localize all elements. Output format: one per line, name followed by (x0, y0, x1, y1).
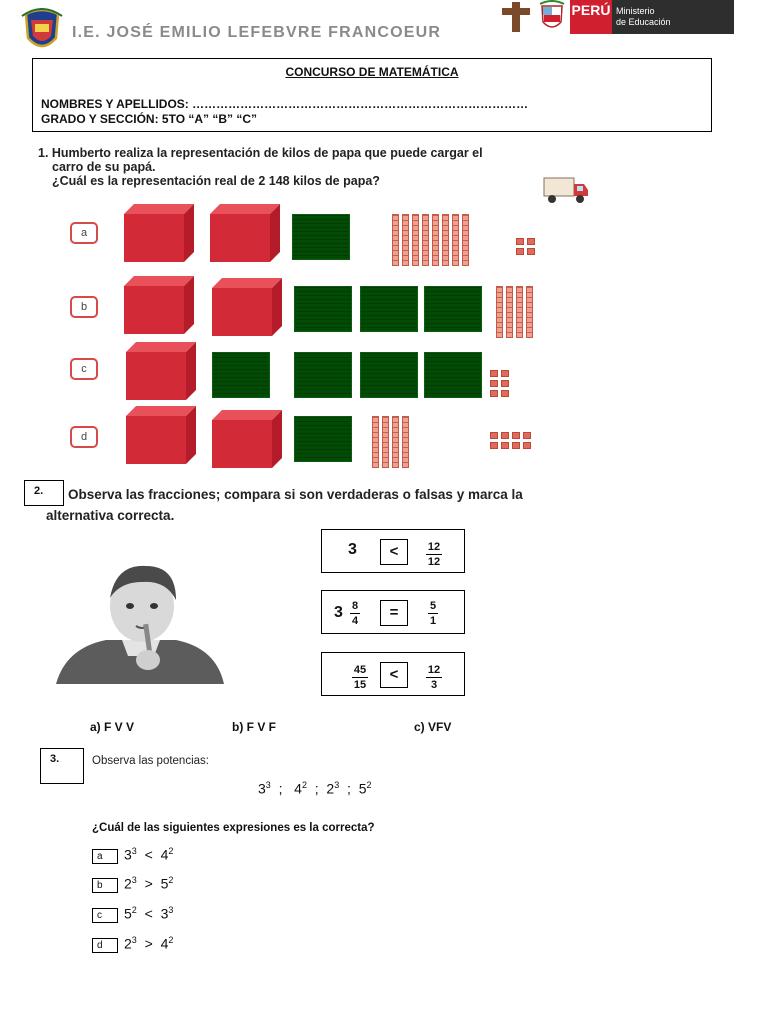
q3-option-d[interactable]: d (92, 938, 118, 953)
thousand-cube (212, 410, 282, 468)
question-2-text: Observa las fracciones; compara si son verdaderas o falsas y marca la alternativa correcta. (46, 487, 523, 523)
q3-option-c[interactable]: c (92, 908, 118, 923)
peru-coat-of-arms-icon (538, 0, 566, 34)
thousand-cube (210, 204, 280, 262)
question-3-prompt: ¿Cuál de las siguientes expresiones es la correcta? (92, 822, 375, 834)
q3-expression-b: $2^3 > 5^2$ (124, 875, 174, 892)
ten-rods-group (372, 416, 409, 468)
fraction-left: 45 15 (353, 664, 367, 691)
unit-cubes-group (490, 370, 518, 397)
q3-option-a[interactable]: a (92, 849, 118, 864)
hundred-flat (294, 352, 352, 398)
contest-title: CONCURSO DE MATEMÁTICA (285, 65, 459, 79)
thousand-cube (126, 406, 196, 464)
fraction-comparison-1 (321, 529, 465, 573)
fraction-comparison-2 (321, 590, 465, 634)
q2-answer-a[interactable]: a) F V V (90, 720, 135, 734)
question-2-number: 2. (24, 480, 64, 506)
hundred-flat (360, 286, 418, 332)
q3-expression-d: $2^3 > 4^2$ (124, 935, 174, 952)
ten-rods-group (496, 286, 533, 338)
hundred-flat (360, 352, 418, 398)
ten-rods-group (392, 214, 469, 266)
thousand-cube (126, 342, 196, 400)
school-name: I.E. JOSÉ EMILIO LEFEBVRE FRANCOEUR (72, 24, 442, 41)
q1-option-b[interactable]: b (70, 296, 98, 318)
comparison-sign: = (380, 600, 408, 626)
mixed-number-fraction: 8 4 (351, 600, 359, 627)
question-3-number: 3. (40, 748, 84, 784)
fraction-right: 12 3 (427, 664, 441, 691)
hundred-flat (212, 352, 270, 398)
question-3-instruction: Observa las potencias: (92, 755, 209, 767)
q2-answer-c[interactable]: c) VFV (414, 720, 452, 734)
mixed-number-whole: 3 (334, 604, 343, 621)
names-field[interactable]: NOMBRES Y APELLIDOS: ………………………………………………………………………… (41, 97, 529, 111)
unit-cubes-group (490, 432, 532, 449)
comparison-sign: < (380, 539, 408, 565)
hundred-flat (294, 416, 352, 462)
q3-option-b[interactable]: b (92, 878, 118, 893)
hundred-flat (294, 286, 352, 332)
hundred-flat (292, 214, 350, 260)
peru-cross-emblem-icon (498, 0, 534, 34)
q1-option-d[interactable]: d (70, 426, 98, 448)
hundred-flat (424, 286, 482, 332)
student-info-box (32, 58, 712, 132)
hundred-flat (424, 352, 482, 398)
thinking-boy-illustration (56, 560, 226, 684)
fraction-right: 12 12 (427, 541, 441, 568)
powers-list: $3^3$ ; $4^2$ ; $2^3$ ; $5^2$ (258, 780, 372, 797)
thousand-cube (124, 204, 194, 262)
question-1-text: 1. Humberto realiza la representación de kilos de papa que puede cargar el carro de su papá. ¿Cuál es la representación real de 2 148 kilos de papa? (38, 146, 483, 188)
q1-option-c[interactable]: c (70, 358, 98, 380)
peru-badge: PERÚ (570, 0, 612, 34)
fraction-comparison-3 (321, 652, 465, 696)
ministry-of-education-logo (570, 0, 734, 34)
grade-section-field[interactable]: GRADO Y SECCIÓN: 5TO “A” “B” “C” (41, 112, 258, 126)
ministry-label: Ministerio de Educación (612, 0, 734, 34)
truck-icon (542, 172, 590, 206)
unit-cubes-group (516, 238, 542, 255)
comparison-sign: < (380, 662, 408, 688)
fraction-right: 5 1 (429, 600, 437, 627)
thousand-cube (124, 276, 194, 334)
q3-expression-c: $5^2 < 3^3$ (124, 905, 174, 922)
q2-answer-b[interactable]: b) F V F (232, 720, 276, 734)
q1-option-a[interactable]: a (70, 222, 98, 244)
thousand-cube (212, 278, 282, 336)
whole-number: 3 (348, 541, 357, 558)
school-crest-logo (20, 8, 64, 54)
q3-expression-a: $3^3 < 4^2$ (124, 846, 174, 863)
